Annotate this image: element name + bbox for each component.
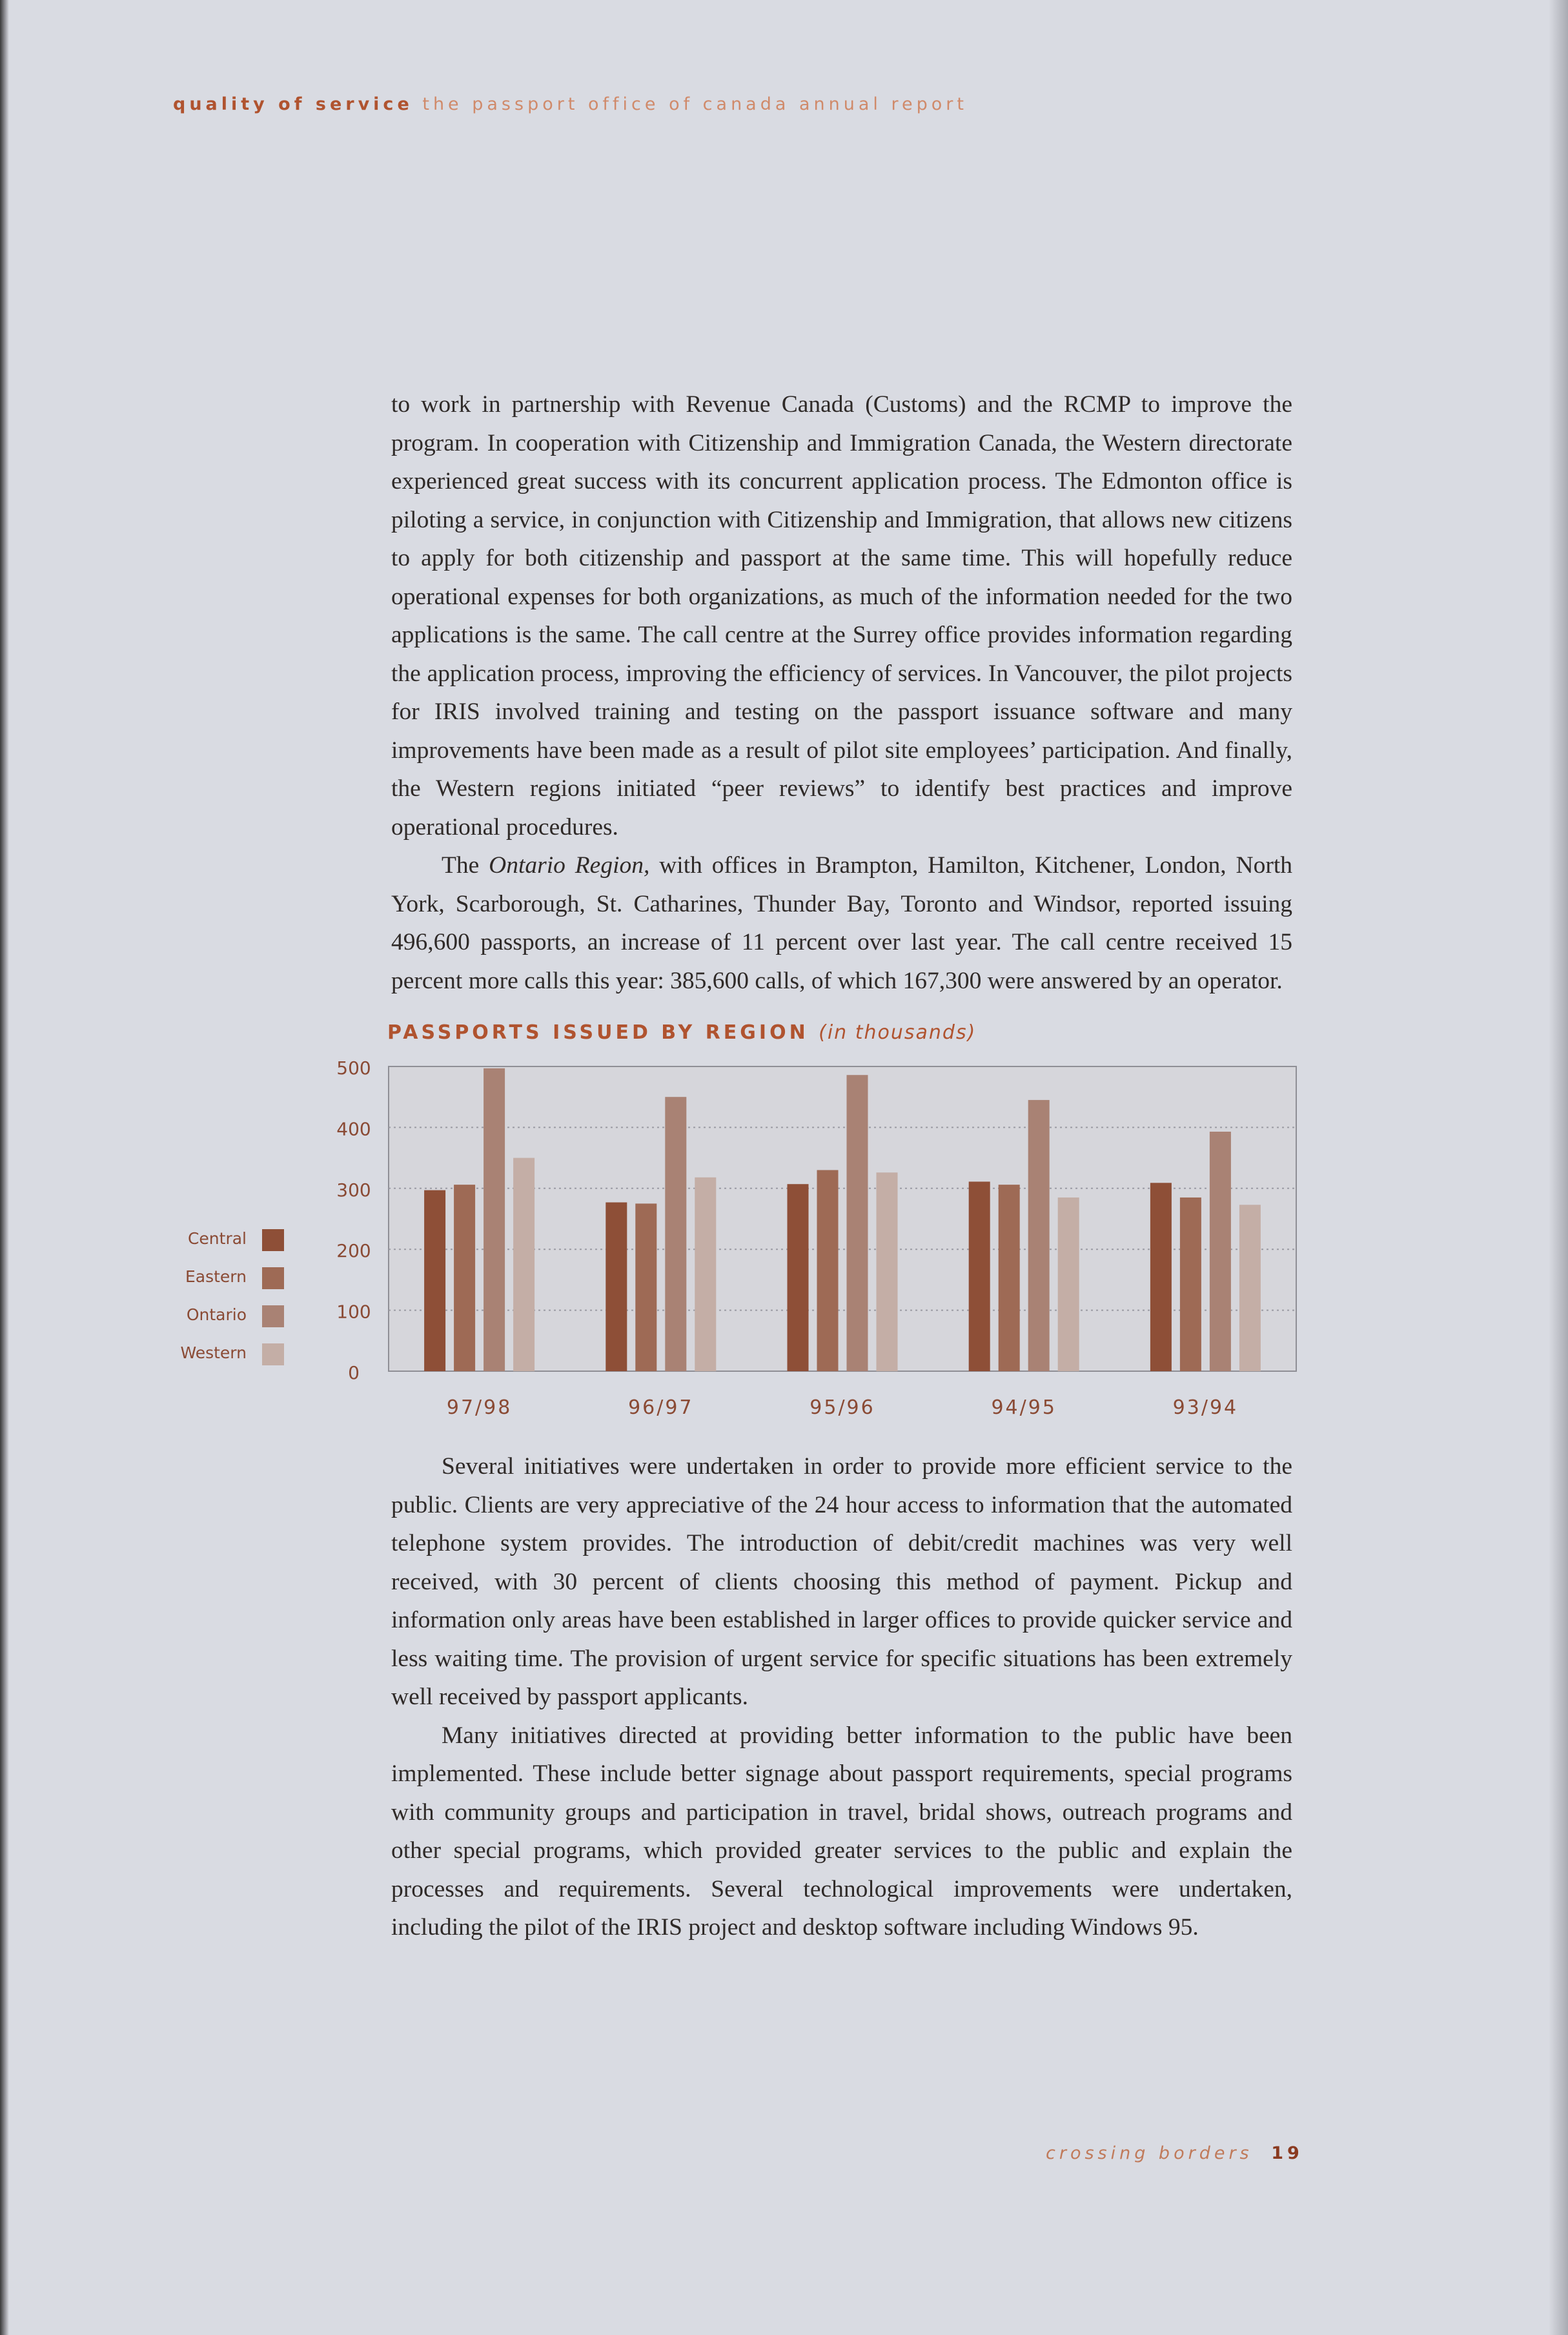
chart-subtitle: (in thousands) <box>819 1021 977 1044</box>
body-text-bottom <box>391 1447 1292 1947</box>
paragraph-ontario: The Ontario Region, with offices in Brampton, Hamilton, Kitchener, London, North York, Scarborough, St. Catharines, Thunder Bay, Toronto and Windsor, reported issuing 496,600 passports, an increase of 11 percent over last year. The call centre received 15 percent more calls this year: 385,600 calls, of which 167,300 were answered by an operator. <box>391 852 1292 994</box>
bar-ontario <box>1210 1132 1231 1371</box>
bar-eastern <box>1180 1198 1201 1371</box>
page-footer <box>1046 2143 1303 2163</box>
page-number: 19 <box>1271 2143 1303 2163</box>
bar-eastern <box>817 1170 839 1371</box>
x-tick-label: 97/98 <box>446 1396 513 1419</box>
y-tick-label: 100 <box>336 1301 371 1323</box>
chart-title: PASSPORTS ISSUED BY REGION (in thousands) <box>387 1021 977 1044</box>
x-tick-label: 96/97 <box>628 1396 694 1419</box>
x-tick-label: 95/96 <box>809 1396 875 1419</box>
bar-ontario <box>484 1068 505 1371</box>
bar-western <box>513 1158 535 1371</box>
report-name: the passport office of canada annual report <box>422 94 968 114</box>
bar-eastern <box>454 1185 475 1371</box>
bar-eastern <box>999 1185 1020 1371</box>
x-tick-label: 94/95 <box>991 1396 1057 1419</box>
ontario-region-term: Ontario Region, <box>489 852 650 879</box>
bar-western <box>877 1172 898 1371</box>
bar-central <box>424 1190 445 1371</box>
section-name: quality of service <box>173 94 413 114</box>
y-tick-label: 200 <box>336 1240 371 1262</box>
bar-central <box>788 1184 809 1371</box>
y-tick-label: 0 <box>348 1362 360 1383</box>
bar-western <box>695 1178 716 1371</box>
bar-eastern <box>635 1203 657 1371</box>
y-tick-label: 500 <box>336 1057 371 1079</box>
x-tick-label: 93/94 <box>1172 1396 1239 1419</box>
bar-central <box>1150 1183 1172 1371</box>
legend-item-western: Western <box>155 1341 284 1379</box>
bar-central <box>606 1203 627 1371</box>
bar-ontario <box>847 1075 868 1371</box>
bar-western <box>1058 1198 1079 1371</box>
y-tick-label: 400 <box>336 1118 371 1140</box>
legend-item-ontario: Ontario <box>155 1303 284 1341</box>
paragraph: Many initiatives directed at providing better information to the public have been implemented. These include better signage about passport requirements, special programs with community groups and participation in travel, bridal shows, outreach programs and other special programs, which provided greater services to the public and explain the processes and requirements. Several technological improvements were undertaken, including the pilot of the IRIS project and desktop software including Windows 95. <box>391 1722 1292 1941</box>
paragraph: to work in partnership with Revenue Canada (Customs) and the RCMP to improve the program. In cooperation with Citizenship and Immigration Canada, the Western directorate experienced great success with its concurrent application process. The Edmonton office is piloting a service, in conjunction with Citizenship and Immigration, that allows new citizens to apply for both citizenship and passport at the same time. This will hopefully reduce operational expenses for both organizations, as much of the information needed for the two applications is the same. The call centre at the Surrey office provides information regarding the application process, improving the efficiency of services. In Vancouver, the pilot projects for IRIS involved training and testing on the passport issuance software and many improvements have been made as a result of pilot site employees’ participation. And finally, the Western regions initiated “peer reviews” to identify best practices and improve operational procedures. <box>391 391 1292 841</box>
legend-item-central: Central <box>155 1227 284 1265</box>
bar-ontario <box>1028 1100 1050 1371</box>
footer-title: crossing borders <box>1046 2143 1253 2163</box>
y-tick-label: 300 <box>336 1179 371 1201</box>
bar-central <box>969 1181 990 1371</box>
bar-western <box>1239 1205 1261 1371</box>
paragraph: Several initiatives were undertaken in order to provide more efficient service to the public. Clients are very appreciative of the 24 hour access to information that the automated telephone system provides. The introduction of debit/credit machines was very well received, with 30 percent of clients choosing this method of payment. Pickup and information only areas have been established in larger offices to provide quicker service and less waiting time. The provision of urgent service for specific situations has been extremely well received by passport applicants. <box>391 1453 1292 1710</box>
bar-ontario <box>665 1097 686 1371</box>
legend-item-eastern: Eastern <box>155 1265 284 1303</box>
